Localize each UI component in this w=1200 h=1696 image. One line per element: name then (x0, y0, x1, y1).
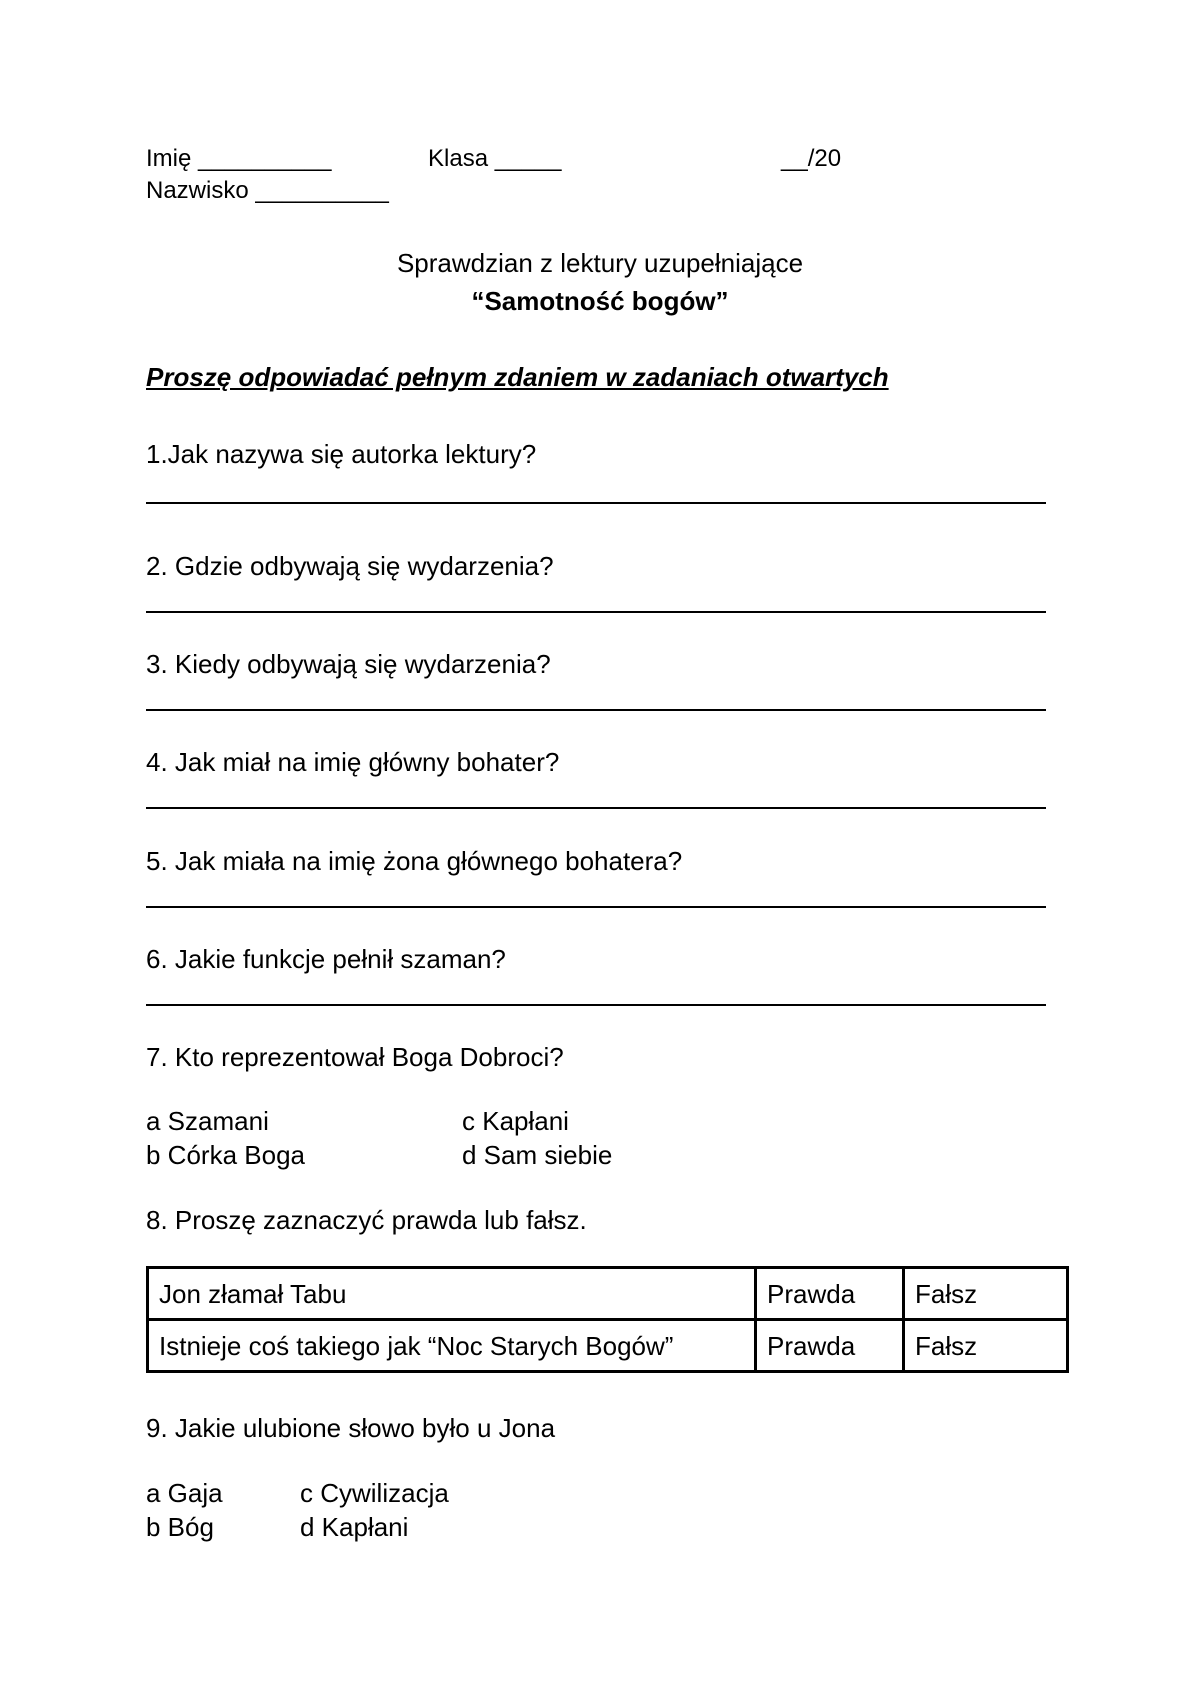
q9-option-a: a Gaja (146, 1478, 223, 1508)
test-title: Sprawdzian z lektury uzupełniające (396, 248, 804, 278)
true-false-table (146, 1266, 1069, 1373)
q7-option-a: a Szamani (146, 1106, 269, 1136)
question-1: 1.Jak nazywa się autorka lektury? (146, 439, 537, 469)
answer-line-4 (146, 807, 1046, 809)
question-4: 4. Jak miał na imię główny bohater? (146, 747, 560, 777)
answer-line-2 (146, 611, 1046, 613)
surname-field-label: Nazwisko __________ (146, 177, 389, 204)
answer-line-5 (146, 906, 1046, 908)
question-6: 6. Jakie funkcje pełnił szaman? (146, 944, 506, 974)
table-row (148, 1268, 1068, 1320)
question-7: 7. Kto reprezentował Boga Dobroci? (146, 1042, 564, 1072)
q7-option-c: c Kapłani (462, 1106, 569, 1136)
false-option-cell[interactable]: Fałsz (904, 1268, 1068, 1320)
question-8: 8. Proszę zaznaczyć prawda lub fałsz. (146, 1205, 587, 1235)
q9-option-b: b Bóg (146, 1512, 214, 1542)
q7-option-b: b Córka Boga (146, 1140, 305, 1170)
question-5: 5. Jak miała na imię żona głównego bohatera? (146, 846, 683, 876)
question-9: 9. Jakie ulubione słowo było u Jona (146, 1413, 556, 1443)
statement-cell: Istnieje coś takiego jak “Noc Starych Bogów” (148, 1320, 756, 1372)
table-row (148, 1320, 1068, 1372)
book-title: “Samotność bogów” (471, 286, 729, 316)
question-3: 3. Kiedy odbywają się wydarzenia? (146, 649, 551, 679)
statement-cell: Jon złamał Tabu (148, 1268, 756, 1320)
class-field-label: Klasa _____ (428, 145, 562, 172)
instruction: Proszę odpowiadać pełnym zdaniem w zadaniach otwartych (146, 362, 889, 392)
name-field-label: Imię __________ (146, 145, 332, 172)
answer-line-3 (146, 709, 1046, 711)
answer-line-1 (146, 502, 1046, 504)
true-option-cell[interactable]: Prawda (756, 1320, 904, 1372)
score-field-label: __/20 (781, 145, 842, 172)
question-2: 2. Gdzie odbywają się wydarzenia? (146, 551, 554, 581)
q9-option-c: c Cywilizacja (300, 1478, 449, 1508)
q7-option-d: d Sam siebie (462, 1140, 613, 1170)
q9-option-d: d Kapłani (300, 1512, 409, 1542)
answer-line-6 (146, 1004, 1046, 1006)
true-option-cell[interactable]: Prawda (756, 1268, 904, 1320)
false-option-cell[interactable]: Fałsz (904, 1320, 1068, 1372)
